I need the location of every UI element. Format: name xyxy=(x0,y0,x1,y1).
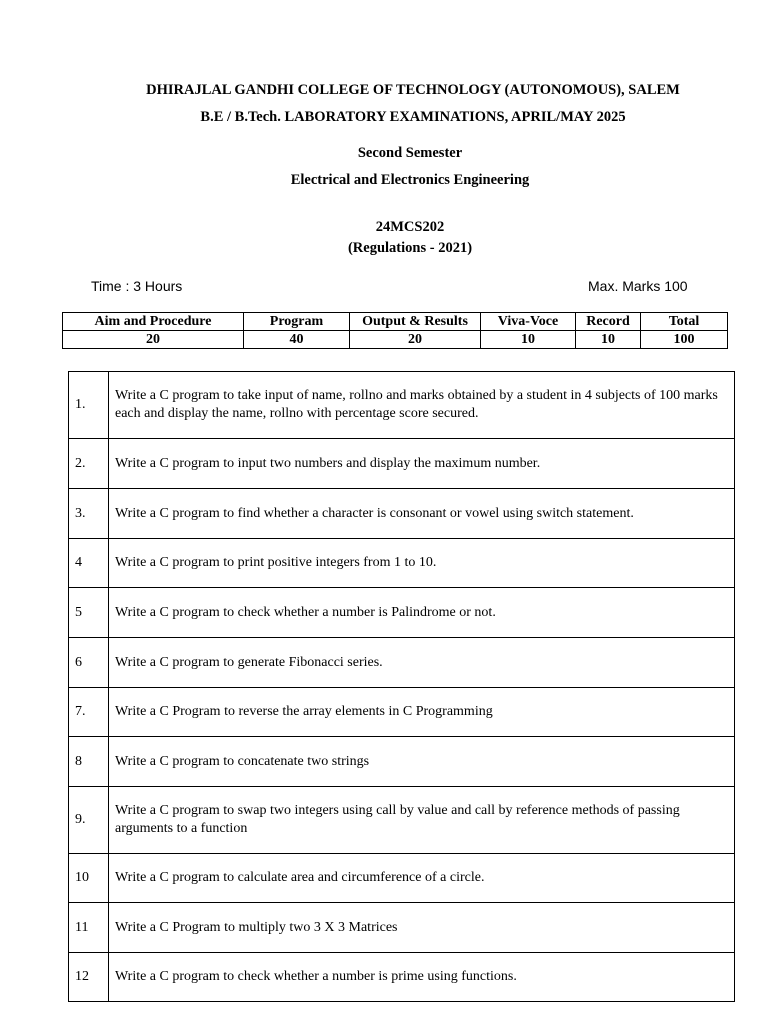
course-code: 24MCS202 xyxy=(375,219,445,235)
question-text: Write a C program to find whether a character is consonant or vowel using switch statement. xyxy=(109,489,735,539)
question-number: 1. xyxy=(69,372,109,439)
question-text: Write a C program to take input of name, rollno and marks obtained by a student in 4 subjects of 100 marks each and display the name, rollno with percentage score secured. xyxy=(109,372,735,439)
marks-value-row xyxy=(63,331,728,349)
marks-header-cell: Record xyxy=(576,313,641,331)
marks-header-cell: Program xyxy=(244,313,350,331)
department: Electrical and Electronics Engineering xyxy=(290,172,530,188)
question-number: 4 xyxy=(69,539,109,588)
question-text: Write a C program to swap two integers using call by value and call by reference methods of passing arguments to a function xyxy=(109,787,735,854)
question-number: 7. xyxy=(69,688,109,737)
question-row xyxy=(69,439,735,489)
questions-table xyxy=(68,371,735,1002)
exam-title: B.E / B.Tech. LABORATORY EXAMINATIONS, APRIL/MAY 2025 xyxy=(200,109,626,125)
question-text: Write a C program to input two numbers and display the maximum number. xyxy=(109,439,735,489)
question-row xyxy=(69,903,735,953)
marks-header-cell: Viva-Voce xyxy=(481,313,576,331)
marks-header-cell: Total xyxy=(641,313,728,331)
question-text: Write a C program to print positive integers from 1 to 10. xyxy=(109,539,735,588)
question-number: 6 xyxy=(69,638,109,688)
marks-value-cell: 100 xyxy=(641,331,728,349)
question-text: Write a C program to check whether a number is prime using functions. xyxy=(109,953,735,1002)
question-number: 5 xyxy=(69,588,109,638)
marks-header-row xyxy=(63,313,728,331)
marks-header-cell: Aim and Procedure xyxy=(63,313,244,331)
question-row xyxy=(69,854,735,903)
marks-value-cell: 20 xyxy=(350,331,481,349)
regulations: (Regulations - 2021) xyxy=(347,240,473,256)
question-number: 10 xyxy=(69,854,109,903)
question-row xyxy=(69,787,735,854)
question-text: Write a C program to check whether a number is Palindrome or not. xyxy=(109,588,735,638)
marks-value-cell: 20 xyxy=(63,331,244,349)
question-number: 2. xyxy=(69,439,109,489)
question-row xyxy=(69,539,735,588)
college-name: DHIRAJLAL GANDHI COLLEGE OF TECHNOLOGY (AUTONOMOUS), SALEM xyxy=(146,82,680,98)
question-row xyxy=(69,688,735,737)
question-row xyxy=(69,372,735,439)
question-row xyxy=(69,638,735,688)
semester: Second Semester xyxy=(357,145,463,161)
question-number: 11 xyxy=(69,903,109,953)
question-number: 12 xyxy=(69,953,109,1002)
question-text: Write a C program to calculate area and circumference of a circle. xyxy=(109,854,735,903)
question-text: Write a C program to generate Fibonacci series. xyxy=(109,638,735,688)
exam-duration: Time : 3 Hours xyxy=(91,278,183,294)
question-row xyxy=(69,588,735,638)
max-marks: Max. Marks 100 xyxy=(588,278,688,294)
marks-value-cell: 10 xyxy=(481,331,576,349)
question-row xyxy=(69,737,735,787)
question-text: Write a C Program to reverse the array elements in C Programming xyxy=(109,688,735,737)
marks-header-cell: Output & Results xyxy=(350,313,481,331)
question-number: 9. xyxy=(69,787,109,854)
question-number: 8 xyxy=(69,737,109,787)
question-row xyxy=(69,489,735,539)
marks-value-cell: 10 xyxy=(576,331,641,349)
question-text: Write a C program to concatenate two strings xyxy=(109,737,735,787)
question-row xyxy=(69,953,735,1002)
marks-value-cell: 40 xyxy=(244,331,350,349)
question-number: 3. xyxy=(69,489,109,539)
marks-distribution-table xyxy=(62,312,728,349)
question-text: Write a C Program to multiply two 3 X 3 Matrices xyxy=(109,903,735,953)
